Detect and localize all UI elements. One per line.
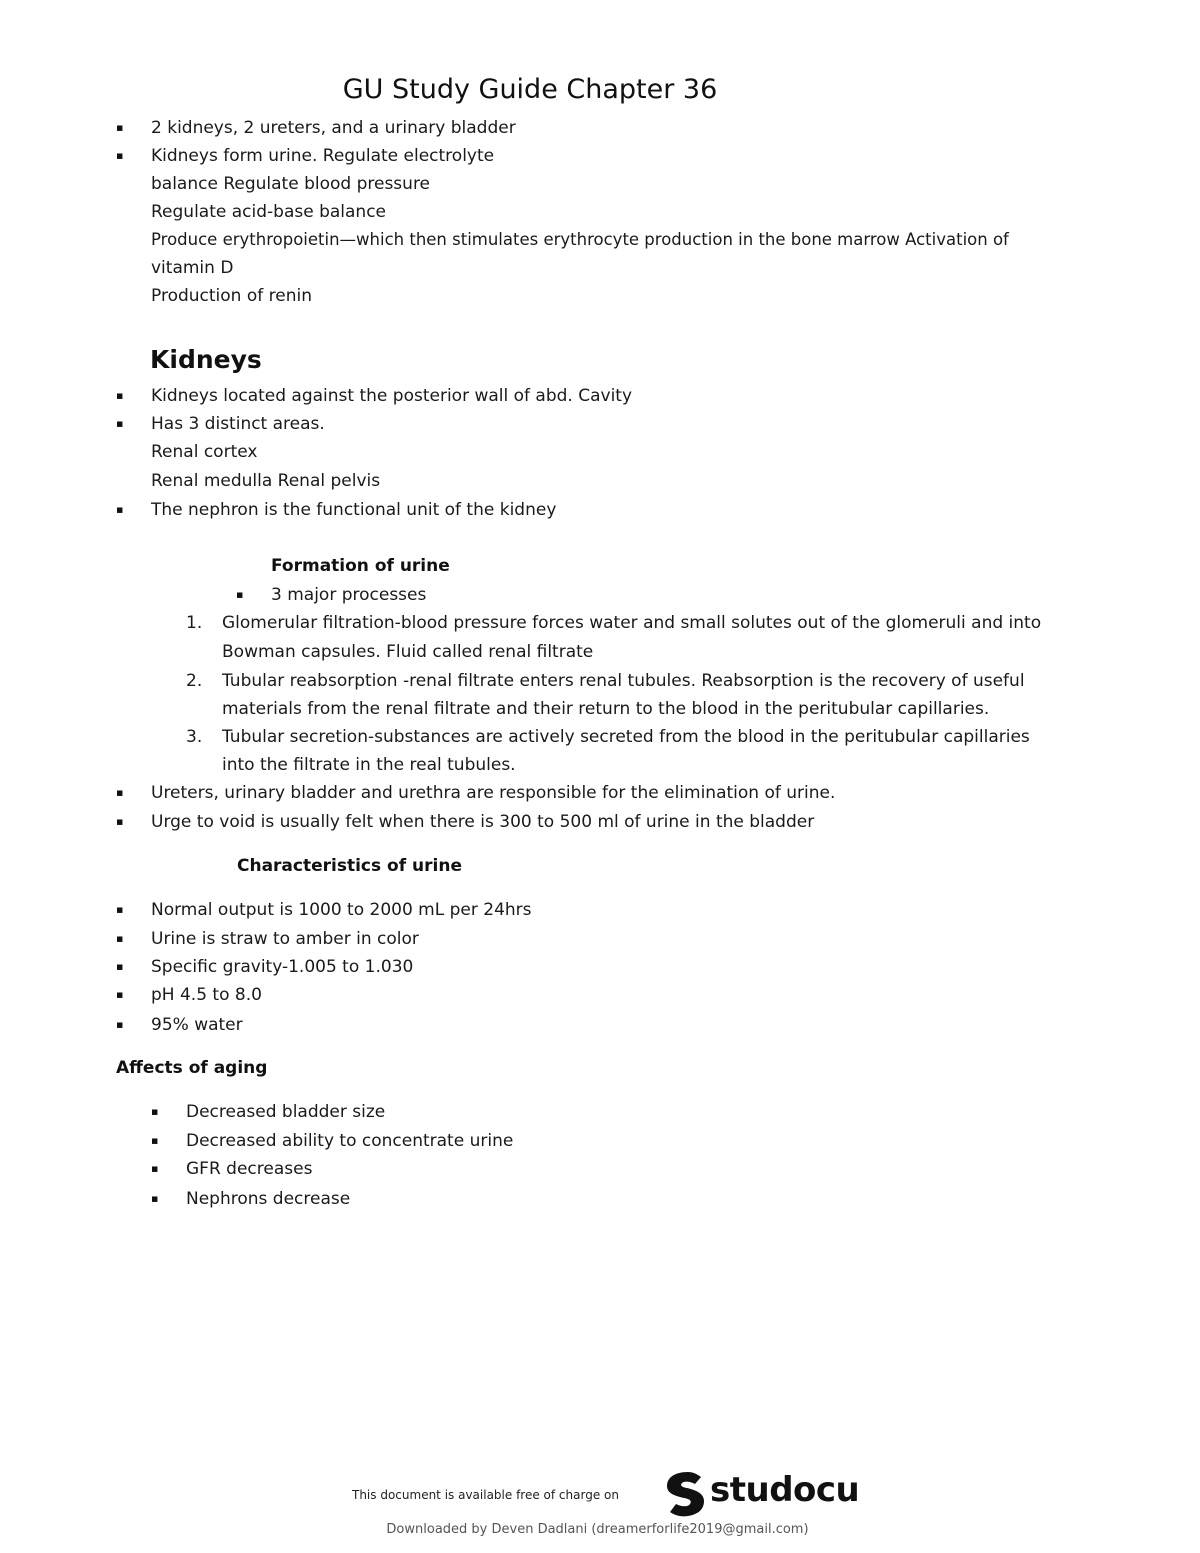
list-item-line: Tubular reabsorption -renal filtrate enters renal tubules. Reabsorption is the recovery of useful [222,671,1025,691]
aging-bullet: Decreased ability to concentrate urine [186,1131,514,1151]
kidneys-bullet: Has 3 distinct areas. [151,414,325,434]
bullet-marker: ▪ [151,1192,159,1205]
bullet-marker: ▪ [116,389,124,402]
bullet-marker: ▪ [116,903,124,916]
kidneys-heading: Kidneys [150,345,262,374]
intro-line: Regulate acid-base balance [151,202,387,222]
download-notice: Downloaded by Deven Dadlani (dreamerforlife2019@gmail.com) [386,1522,809,1537]
bullet-marker: ▪ [116,149,124,162]
characteristics-bullet: Specific gravity-1.005 to 1.030 [151,957,414,977]
list-item-line: Glomerular filtration-blood pressure forces water and small solutes out of the glomeruli and into [222,613,1042,633]
studocu-wordmark: studocu [710,1470,860,1510]
list-number: 1. [186,613,203,633]
characteristics-bullet: pH 4.5 to 8.0 [151,985,262,1005]
list-number: 2. [186,671,203,691]
aging-bullet: GFR decreases [186,1159,313,1179]
formation-heading: Formation of urine [271,556,450,576]
page-title: GU Study Guide Chapter 36 [342,74,718,105]
aging-bullet: Decreased bladder size [186,1102,386,1122]
list-item-line: Bowman capsules. Fluid called renal filtrate [222,642,594,662]
list-item-line: materials from the renal filtrate and their return to the blood in the peritubular capillaries. [222,699,990,719]
intro-line: Produce erythropoietin—which then stimulates erythrocyte production in the bone marrow Activation of [151,230,1009,249]
list-number: 3. [186,727,203,747]
availability-note: This document is available free of charge on [352,1488,619,1502]
bullet-marker: ▪ [116,417,124,430]
bullet-marker: ▪ [236,588,244,601]
characteristics-heading: Characteristics of urine [237,856,462,876]
kidneys-bullet: Kidneys located against the posterior wall of abd. Cavity [151,386,633,406]
formation-after-bullet: Ureters, urinary bladder and urethra are responsible for the elimination of urine. [151,783,836,803]
bullet-marker: ▪ [116,1018,124,1031]
kidneys-subline: Renal medulla Renal pelvis [151,471,381,491]
kidneys-bullet: The nephron is the functional unit of the kidney [151,500,557,520]
bullet-marker: ▪ [116,503,124,516]
aging-bullet: Nephrons decrease [186,1189,351,1209]
intro-line: vitamin D [151,258,234,278]
formation-after-bullet: Urge to void is usually felt when there is 300 to 500 ml of urine in the bladder [151,812,815,832]
bullet-marker: ▪ [116,121,124,134]
bullet-marker: ▪ [116,815,124,828]
aging-heading: Affects of aging [116,1058,268,1078]
bullet-marker: ▪ [116,960,124,973]
bullet-marker: ▪ [151,1134,159,1147]
bullet-marker: ▪ [151,1105,159,1118]
studocu-icon [662,1468,708,1518]
characteristics-bullet: Urine is straw to amber in color [151,929,419,949]
characteristics-bullet: 95% water [151,1015,243,1035]
list-item-line: Tubular secretion-substances are actively secreted from the blood in the peritubular capillaries [222,727,1030,747]
kidneys-subline: Renal cortex [151,442,258,462]
intro-line: balance Regulate blood pressure [151,174,431,194]
characteristics-bullet: Normal output is 1000 to 2000 mL per 24hrs [151,900,532,920]
bullet-marker: ▪ [116,988,124,1001]
intro-bullet: 2 kidneys, 2 ureters, and a urinary bladder [151,118,516,138]
intro-bullet: Kidneys form urine. Regulate electrolyte [151,146,495,166]
list-item-line: into the filtrate in the real tubules. [222,755,516,775]
bullet-marker: ▪ [151,1162,159,1175]
formation-bullet: 3 major processes [271,585,427,605]
studocu-logo[interactable] [662,1468,862,1522]
bullet-marker: ▪ [116,932,124,945]
bullet-marker: ▪ [116,786,124,799]
intro-line: Production of renin [151,286,312,306]
